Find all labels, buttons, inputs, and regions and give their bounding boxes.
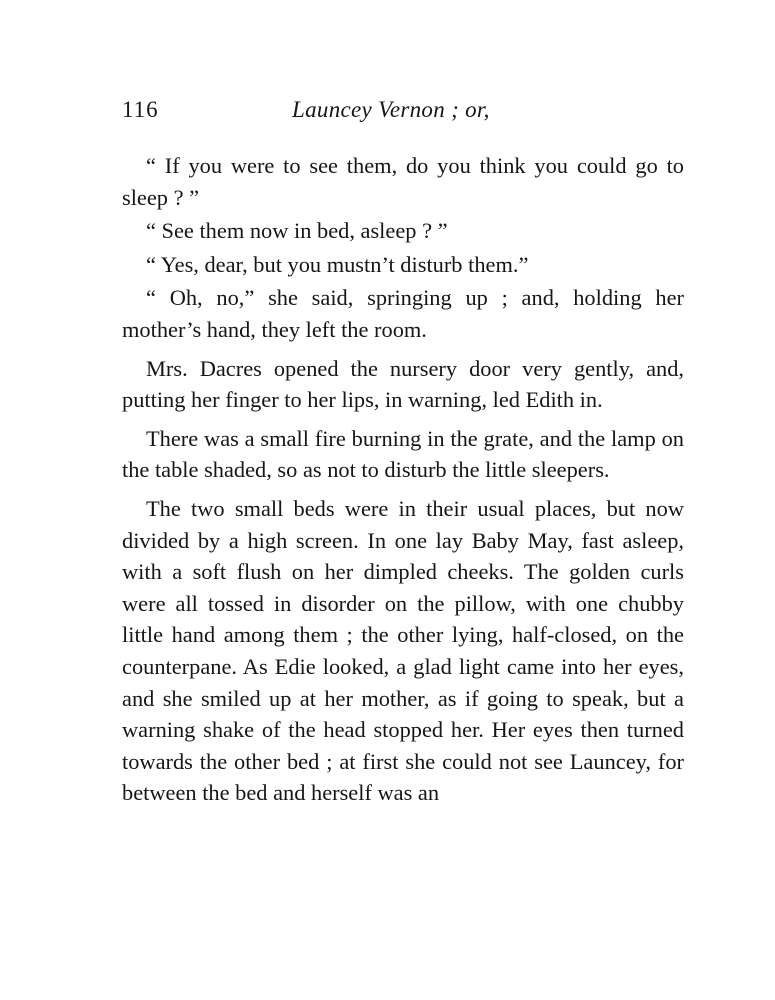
paragraph: “ See them now in bed, asleep ? ” bbox=[146, 218, 448, 244]
body-text bbox=[122, 150, 684, 816]
running-title: Launcey Vernon ; or, bbox=[292, 97, 490, 122]
paragraph: “ Oh, no,” she said, springing up ; and, holding her mother’s hand, they left the room. bbox=[122, 285, 684, 342]
paragraph: There was a small fire burning in the grate, and the lamp on the table shaded, so as not to disturb the little sleepers. bbox=[122, 425, 684, 483]
paragraph: The two small beds were in their usual places, but now divided by a high screen. In one lay Baby May, fast asleep, with a soft flush on her dimpled cheeks. The golden curls were all tossed in disorder on the pillow, with one chubby little hand among them ; the other lying, half-closed, on the counterpane. As Edie looked, a glad light came into her eyes, and she smiled up at her mother, as if going to speak, but a warning shake of the head stopped her. Her eyes then turned towards the other bed ; at first she could not see Launcey, for between the bed and herself was an bbox=[122, 495, 684, 806]
paragraph: “ If you were to see them, do you think you could go to sleep ? ” bbox=[122, 153, 684, 210]
page-number: 116 bbox=[122, 97, 159, 122]
paragraph: “ Yes, dear, but you mustn’t disturb them.” bbox=[146, 251, 529, 277]
paragraph: Mrs. Dacres opened the nursery door very gently, and, putting her finger to her lips, in warning, led Edith in. bbox=[122, 355, 684, 413]
page-header bbox=[122, 97, 682, 133]
